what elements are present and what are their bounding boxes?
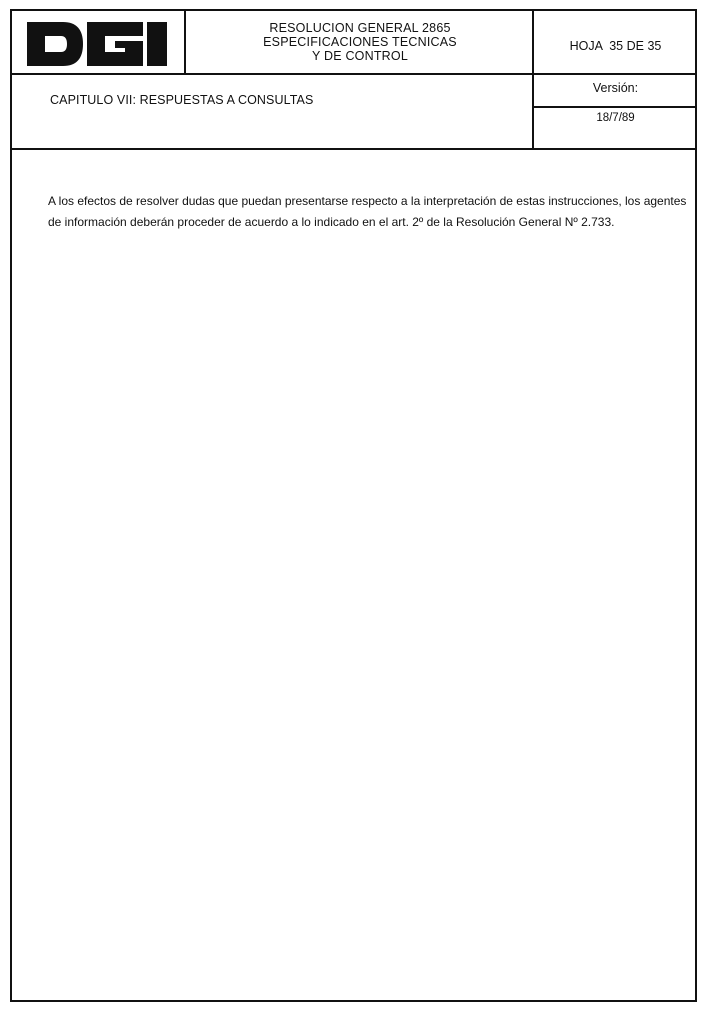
version-label: Versión: <box>592 81 639 95</box>
title-line-2: ESPECIFICACIONES TECNICAS <box>263 35 457 49</box>
header-bottom-divider <box>12 148 695 150</box>
dgi-logo <box>14 13 186 75</box>
document-frame <box>10 9 697 1002</box>
dgi-logo-icon <box>25 19 175 69</box>
body-paragraph: A los efectos de resolver dudas que puedan presentarse respecto a la interpretación de estas instrucciones, los agentes de información deberán proceder de acuerdo a lo indicado en el art. 2º de la Resolución General Nº 2.733. <box>48 194 687 229</box>
version-row-divider <box>532 106 695 108</box>
resolution-title <box>186 21 534 63</box>
version-date: 18/7/89 <box>596 112 635 124</box>
sheet-number: HOJA 35 DE 35 <box>569 39 662 53</box>
chapter-title: CAPITULO VII: RESPUESTAS A CONSULTAS <box>50 93 314 107</box>
title-line-1: RESOLUCION GENERAL 2865 <box>269 21 451 35</box>
title-line-3: Y DE CONTROL <box>312 49 408 63</box>
